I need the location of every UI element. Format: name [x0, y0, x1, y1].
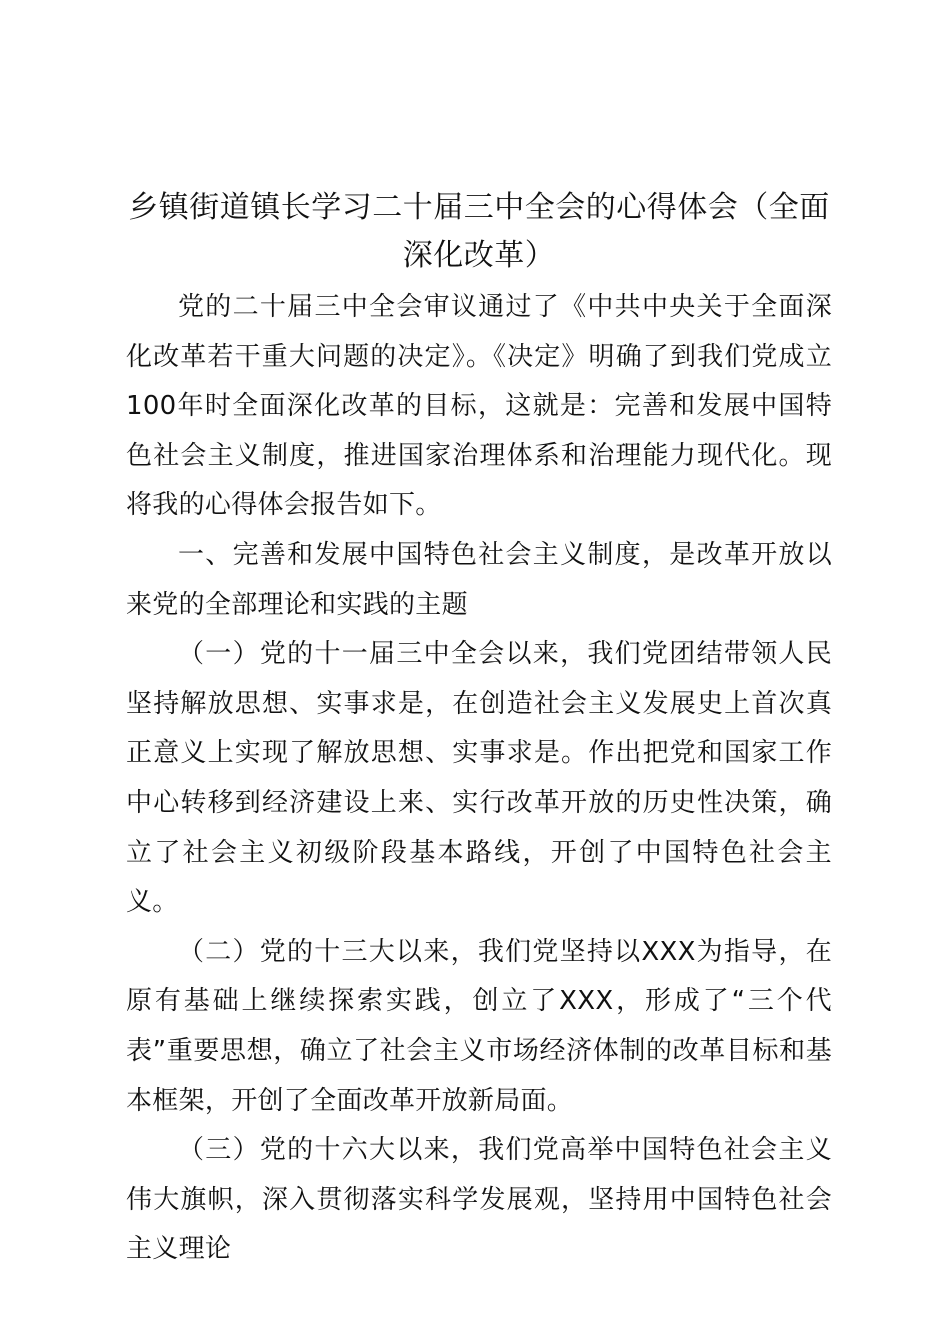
section-heading-1: 一、完善和发展中国特色社会主义制度，是改革开放以来党的全部理论和实践的主题 [126, 539, 832, 620]
intro-paragraph: 党的二十届三中全会审议通过了《中共中央关于全面深化改革若干重大问题的决定》。《决定》明确了到我们党成立100年时全面深化改革的目标，这就是：完善和发展中国特色社会主义制度，推进国家治理体系和治理能力现代化。现将我的心得体会报告如下。 [126, 292, 832, 521]
document-title: 乡镇街道镇长学习二十届三中全会的心得体会（全面深化改革） [128, 190, 830, 273]
document-body [126, 283, 832, 1275]
subsection-paragraph-1: （一）党的十一届三中全会以来，我们党团结带领人民坚持解放思想、实事求是，在创造社会主义发展史上首次真正意义上实现了解放思想、实事求是。作出把党和国家工作中心转移到经济建设上来、实行改革开放的历史性决策，确立了社会主义初级阶段基本路线，开创了中国特色社会主义。 [126, 639, 832, 918]
subsection-paragraph-3: （三）党的十六大以来，我们党高举中国特色社会主义伟大旗帜，深入贯彻落实科学发展观，坚持用中国特色社会主义理论 [126, 1135, 832, 1265]
subsection-paragraph-2: （二）党的十三大以来，我们党坚持以XXX为指导，在原有基础上继续探索实践，创立了XXX，形成了“三个代表”重要思想，确立了社会主义市场经济体制的改革目标和基本框架，开创了全面改革开放新局面。 [126, 936, 832, 1116]
